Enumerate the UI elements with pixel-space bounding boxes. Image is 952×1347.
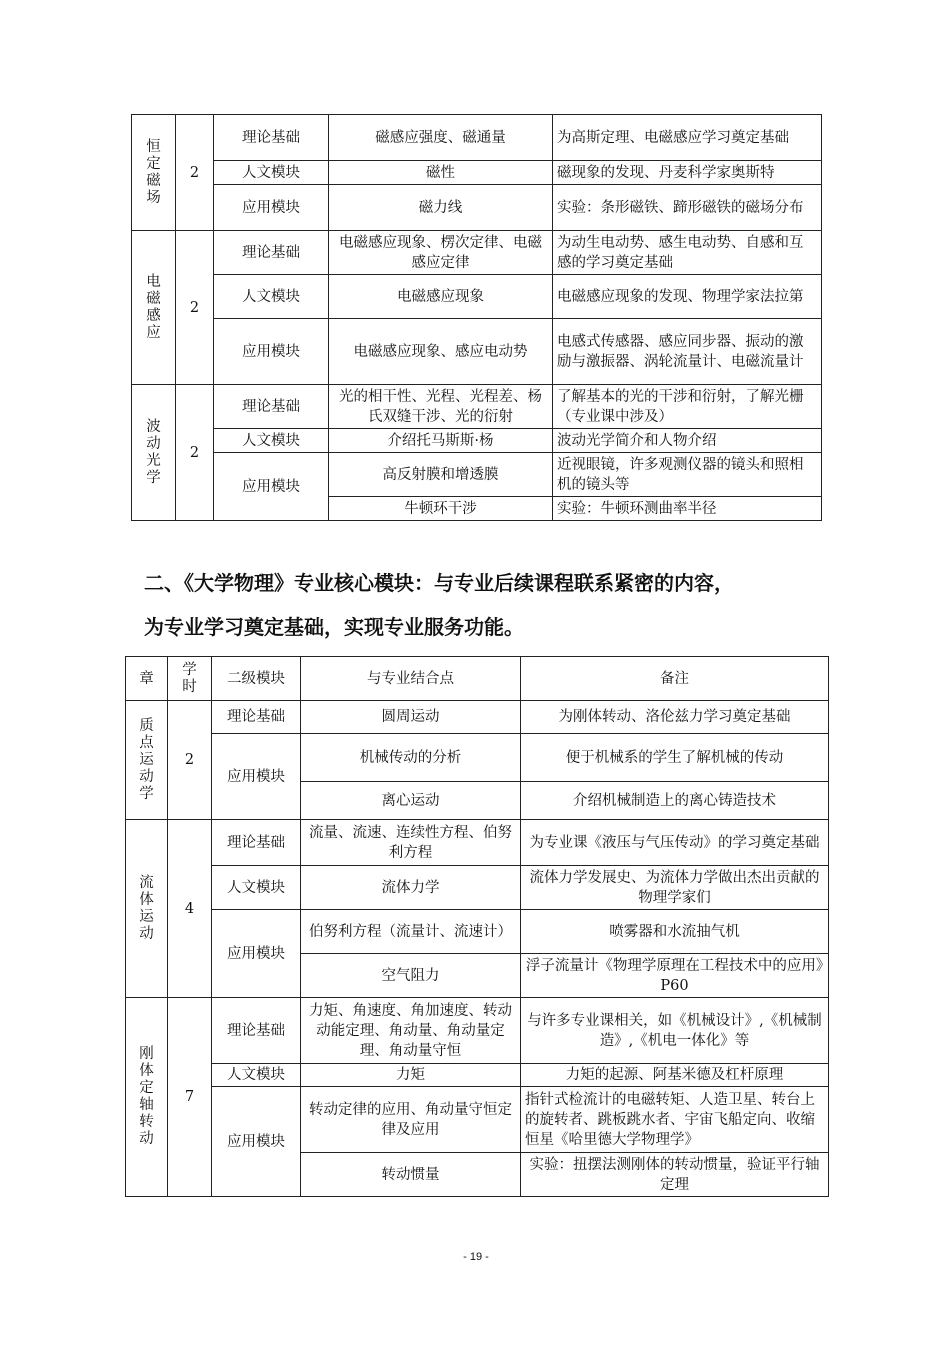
note-cell: 指针式检流计的电磁转矩、人造卫星、转台上的旋转者、跳板跳水者、宇宙飞船定向、收缩恒星《哈里德大学物理学》 (521, 1087, 829, 1153)
section-heading-line-2: 为专业学习奠定基础，实现专业服务功能。 (144, 615, 524, 639)
module-cell: 人文模块 (214, 429, 329, 453)
note-cell: 与许多专业课相关，如《机械设计》,《机械制造》,《机电一体化》等 (521, 998, 829, 1064)
header-chapter: 章 (126, 657, 168, 701)
chapter-cell: 流 体 运 动 (126, 820, 168, 998)
note-cell: 波动光学简介和人物介绍 (553, 429, 822, 453)
note-cell: 浮子流量计《物理学原理在工程技术中的应用》P60 (521, 954, 829, 998)
point-cell: 磁感应强度、磁通量 (329, 115, 553, 161)
module-cell: 理论基础 (214, 115, 329, 161)
chapter-cell: 波 动 光 学 (132, 385, 176, 521)
point-cell: 力矩 (301, 1064, 521, 1087)
note-cell: 为动生电动势、感生电动势、自感和互感的学习奠定基础 (553, 231, 822, 275)
page-number: - 19 - (463, 1251, 489, 1263)
hours-cell: 2 (168, 701, 212, 820)
point-cell: 磁性 (329, 161, 553, 185)
module-cell: 理论基础 (212, 998, 301, 1064)
note-cell: 电磁感应现象的发现、物理学家法拉第 (553, 275, 822, 319)
point-cell: 机械传动的分析 (301, 734, 521, 782)
module-cell: 人文模块 (214, 161, 329, 185)
point-cell: 伯努利方程（流量计、流速计） (301, 910, 521, 954)
chapter-cell: 电 磁 感 应 (132, 231, 176, 385)
note-cell: 为高斯定理、电磁感应学习奠定基础 (553, 115, 822, 161)
point-cell: 圆周运动 (301, 701, 521, 734)
point-cell: 光的相干性、光程、光程差、杨氏双缝干涉、光的衍射 (329, 385, 553, 429)
note-cell: 喷雾器和水流抽气机 (521, 910, 829, 954)
note-cell: 近视眼镜，许多观测仪器的镜头和照相机的镜头等 (553, 453, 822, 497)
module-cell: 理论基础 (214, 231, 329, 275)
module-cell: 理论基础 (214, 385, 329, 429)
section-heading-line-1: 二、《大学物理》专业核心模块：与专业后续课程联系紧密的内容， (144, 571, 734, 595)
module-cell: 理论基础 (212, 820, 301, 866)
note-cell: 了解基本的光的干涉和衍射，了解光栅（专业课中涉及） (553, 385, 822, 429)
point-cell: 离心运动 (301, 782, 521, 820)
note-cell: 便于机械系的学生了解机械的传动 (521, 734, 829, 782)
point-cell: 空气阻力 (301, 954, 521, 998)
hours-cell: 2 (176, 385, 214, 521)
module-cell: 应用模块 (214, 453, 329, 521)
header-hours: 学 时 (168, 657, 212, 701)
chapter-cell: 刚 体 定 轴 转 动 (126, 998, 168, 1197)
note-cell: 电感式传感器、感应同步器、振动的激励与激振器、涡轮流量计、电磁流量计 (553, 319, 822, 385)
module-cell: 人文模块 (212, 866, 301, 910)
module-table-2 (125, 656, 829, 1197)
note-cell: 力矩的起源、阿基米德及杠杆原理 (521, 1064, 829, 1087)
point-cell: 流体力学 (301, 866, 521, 910)
header-note: 备注 (521, 657, 829, 701)
point-cell: 电磁感应现象 (329, 275, 553, 319)
module-cell: 人文模块 (214, 275, 329, 319)
module-cell: 人文模块 (212, 1064, 301, 1087)
point-cell: 电磁感应现象、楞次定律、电磁感应定律 (329, 231, 553, 275)
header-point: 与专业结合点 (301, 657, 521, 701)
chapter-cell: 恒 定 磁 场 (132, 115, 176, 231)
hours-cell: 2 (176, 115, 214, 231)
note-cell: 实验：扭摆法测刚体的转动惯量，验证平行轴定理 (521, 1153, 829, 1197)
note-cell: 实验：条形磁铁、蹄形磁铁的磁场分布 (553, 185, 822, 231)
hours-cell: 7 (168, 998, 212, 1197)
module-cell: 应用模块 (212, 910, 301, 998)
note-cell: 流体力学发展史、为流体力学做出杰出贡献的物理学家们 (521, 866, 829, 910)
module-cell: 应用模块 (212, 1087, 301, 1197)
hours-cell: 4 (168, 820, 212, 998)
note-cell: 为刚体转动、洛伦兹力学习奠定基础 (521, 701, 829, 734)
point-cell: 磁力线 (329, 185, 553, 231)
chapter-cell: 质 点 运 动 学 (126, 701, 168, 820)
module-cell: 应用模块 (214, 319, 329, 385)
header-module: 二级模块 (212, 657, 301, 701)
module-table-1 (131, 114, 822, 521)
point-cell: 转动惯量 (301, 1153, 521, 1197)
point-cell: 高反射膜和增透膜 (329, 453, 553, 497)
point-cell: 转动定律的应用、角动量守恒定律及应用 (301, 1087, 521, 1153)
note-cell: 磁现象的发现、丹麦科学家奥斯特 (553, 161, 822, 185)
point-cell: 力矩、角速度、角加速度、转动动能定理、角动量、角动量定理、角动量守恒 (301, 998, 521, 1064)
module-cell: 应用模块 (212, 734, 301, 820)
point-cell: 牛顿环干涉 (329, 497, 553, 521)
point-cell: 电磁感应现象、感应电动势 (329, 319, 553, 385)
point-cell: 介绍托马斯斯·杨 (329, 429, 553, 453)
note-cell: 实验：牛顿环测曲率半径 (553, 497, 822, 521)
module-cell: 应用模块 (214, 185, 329, 231)
point-cell: 流量、流速、连续性方程、伯努利方程 (301, 820, 521, 866)
note-cell: 为专业课《液压与气压传动》的学习奠定基础 (521, 820, 829, 866)
note-cell: 介绍机械制造上的离心铸造技术 (521, 782, 829, 820)
module-cell: 理论基础 (212, 701, 301, 734)
hours-cell: 2 (176, 231, 214, 385)
